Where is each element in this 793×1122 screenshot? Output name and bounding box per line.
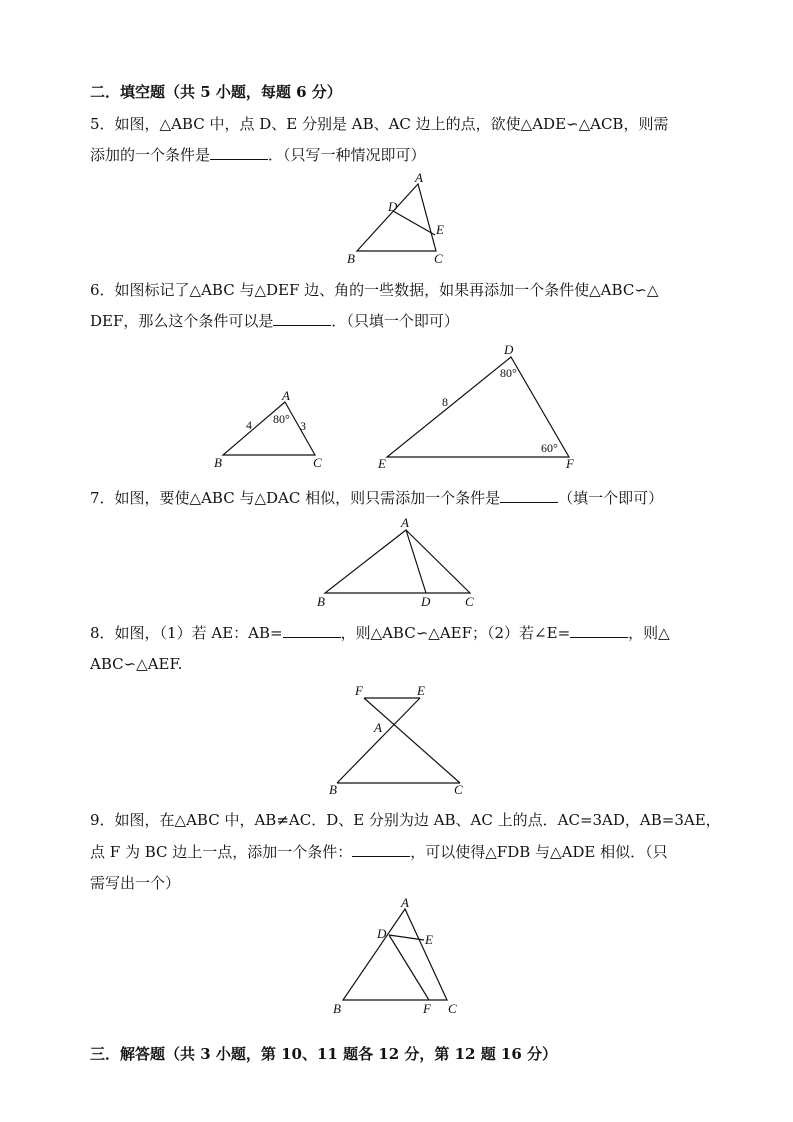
side-ac-value: 3 [300,419,306,433]
section-heading: 三．解答题（共 3 小题，第 10、11 题各 12 分，第 12 题 16 分） [90,1045,558,1063]
question-7-figure [305,512,490,612]
question-6-figure-def [370,340,590,475]
label-d: D [388,199,398,214]
question-5-line-2 [90,145,426,165]
question-8-figure [320,680,480,800]
question-9-text: 点 F 为 BC 边上一点，添加一个条件： [90,843,353,861]
label-d: D [421,594,431,609]
answer-blank[interactable] [500,488,558,503]
label-c: C [448,1001,457,1016]
answer-blank-1[interactable] [283,623,341,638]
question-6-text: DEF，那么这个条件可以是 [90,312,274,330]
answer-blank[interactable] [210,145,268,160]
triangle-abc [325,530,470,593]
question-9-line-2 [90,842,668,862]
label-f: F [423,1001,431,1016]
answer-blank-2[interactable] [570,623,628,638]
question-9-text-tail: ，可以使得△FDB 与△ADE 相似．（只 [410,843,668,861]
question-6-text-tail: ．（只填一个即可） [331,312,459,330]
label-d: D [504,342,514,357]
label-b: B [317,594,325,609]
side-de-value: 8 [442,395,448,409]
section-heading: 二．填空题（共 5 小题，每题 6 分） [90,83,342,101]
triangle-abc [357,184,436,251]
label-b: B [329,782,337,797]
question-7-text-tail: （填一个即可） [558,489,664,507]
angle-f-value: 60° [541,441,558,455]
label-b: B [333,1001,341,1016]
triangle-abc [343,909,447,1000]
label-f: F [566,456,574,471]
segment-df [389,935,429,1000]
question-6-line-2 [90,311,459,331]
question-9-figure [325,895,465,1020]
question-8-text-mid: ，则△ABC∽△AEF；（2）若∠E= [340,624,571,642]
side-ab-value: 4 [246,418,252,432]
label-c: C [434,251,443,266]
question-5-text: 添加的一个条件是 [90,146,211,164]
label-e: E [417,683,425,698]
label-b: B [214,455,222,470]
question-7-text: 7．如图，要使△ABC 与△DAC 相似，则只需添加一个条件是 [90,489,501,507]
question-6-line-1: 6．如图标记了△ABC 与△DEF 边、角的一些数据，如果再添加一个条件使△ABC∽△ [90,281,659,299]
label-e: E [436,222,444,237]
label-e: E [378,456,386,471]
question-6-figure-abc [205,385,345,475]
angle-d-value: 80° [500,366,517,380]
question-8-line-2: ABC∽△AEF. [90,655,183,673]
label-e: E [425,932,433,947]
question-8-text: 8．如图，（1）若 AE：AB= [90,624,283,642]
label-b: B [347,251,355,266]
label-c: C [465,594,474,609]
label-a: A [415,170,423,185]
label-f: F [355,683,363,698]
question-7-line-1 [90,488,663,508]
question-8-line-1 [90,623,670,643]
answer-blank[interactable] [352,842,410,857]
question-5-figure [340,170,460,270]
answer-blank[interactable] [273,311,331,326]
label-a: A [374,720,382,735]
label-a: A [401,515,409,530]
question-5-line-1: 5．如图，△ABC 中，点 D、E 分别是 AB、AC 边上的点，欲使△ADE∽△ACB，则需 [90,115,669,133]
label-a: A [282,388,290,403]
label-c: C [454,782,463,797]
label-c: C [313,455,322,470]
angle-a-value: 80° [273,412,290,426]
question-5-text-tail: ．（只写一种情况即可） [268,146,426,164]
label-d: D [377,926,387,941]
label-a: A [401,895,409,910]
question-9-line-3: 需写出一个） [90,874,181,892]
question-8-text-tail: ，则△ [628,624,670,642]
question-9-line-1: 9．如图，在△ABC 中，AB≠AC．D、E 分别为边 AB、AC 上的点．AC=3AD，AB=3AE， [90,811,721,829]
